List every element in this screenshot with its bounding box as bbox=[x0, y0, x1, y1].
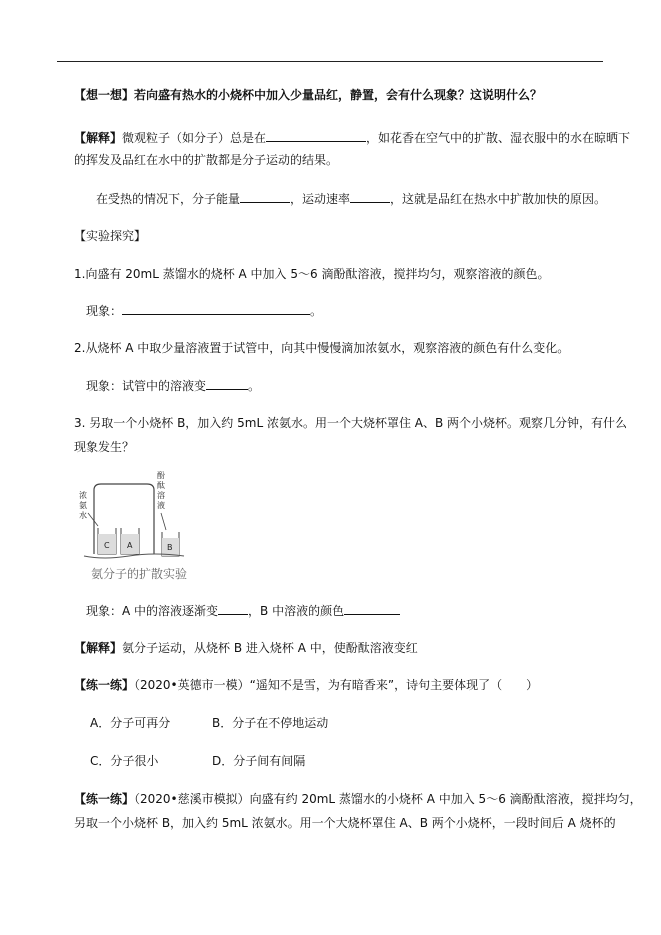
blank-a-color[interactable] bbox=[218, 602, 248, 615]
step1-phenomenon-prefix: 现象： bbox=[86, 304, 123, 318]
blank-motion[interactable] bbox=[266, 129, 366, 142]
header-rule bbox=[57, 61, 603, 62]
explain1-part2: ，如花香在空气中的扩散、湿衣服中的水在晾晒下 bbox=[366, 131, 631, 145]
heated-part2: ，运动速率 bbox=[290, 192, 351, 206]
leader-line-left bbox=[88, 513, 98, 526]
option-a[interactable]: A．分子可再分 bbox=[90, 716, 171, 730]
step2-phenomenon-prefix: 现象：试管中的溶液变 bbox=[86, 379, 207, 393]
option-c[interactable]: C．分子很小 bbox=[90, 754, 159, 768]
explain2-tag: 【解释】 bbox=[74, 641, 123, 655]
explain1-line2: 的挥发及品红在水中的扩散都是分子运动的结果。 bbox=[74, 153, 339, 167]
practice1-question bbox=[74, 677, 538, 693]
step3-result bbox=[86, 602, 400, 619]
heated-part1: 在受热的情况下，分子能量 bbox=[96, 192, 241, 206]
practice2-line2: 另取一个小烧杯 B，加入约 5mL 浓氨水。用一个大烧杯罩住 A、B 两个小烧杯，一段时间后 A 烧杯的 bbox=[74, 816, 616, 830]
step1-text: 1.向盛有 20mL 蒸馏水的烧杯 A 中加入 5～6 滴酚酞溶液，搅拌均匀，观察溶液的颜色。 bbox=[74, 267, 550, 281]
step3-line1: 3. 另取一个小烧杯 B，加入约 5mL 浓氨水。用一个大烧杯罩住 A、B 两个小烧杯。观察几分钟，有什么 bbox=[74, 416, 628, 430]
experiment-title: 【实验探究】 bbox=[74, 229, 147, 243]
blank-step2[interactable] bbox=[206, 377, 248, 390]
blank-speed[interactable] bbox=[350, 190, 390, 203]
figure-label-right-1: 酚 bbox=[157, 471, 165, 480]
step3-line2: 现象发生？ bbox=[74, 440, 135, 454]
explain2 bbox=[74, 640, 418, 656]
figure-label-left-1: 浓 bbox=[79, 491, 87, 500]
step3-result-part2: ，B 中溶液的颜色 bbox=[248, 604, 345, 618]
practice2-line1 bbox=[74, 791, 642, 807]
step1-phenomenon-suffix: 。 bbox=[310, 304, 323, 318]
practice2-text-1: （2020•慈溪市模拟）向盛有约 20mL 蒸馏水的小烧杯 A 中加入 5～6 滴酚酞溶液，搅拌均匀， bbox=[134, 792, 642, 806]
step2-phenomenon-suffix: 。 bbox=[248, 379, 261, 393]
think-question bbox=[74, 87, 542, 103]
blank-b-color[interactable] bbox=[344, 602, 400, 615]
figure-caption: 氨分子的扩散实验 bbox=[91, 567, 188, 581]
explain1-tag: 【解释】 bbox=[74, 131, 123, 145]
think-tag: 【想一想】 bbox=[74, 88, 135, 102]
figure-label-left-2: 氨 bbox=[79, 501, 87, 510]
heated-part3: ，这就是品红在热水中扩散加快的原因。 bbox=[390, 192, 607, 206]
figure-label-right-2: 酞 bbox=[157, 481, 165, 490]
practice1-tag: 【练一练】 bbox=[74, 678, 135, 692]
blank-step1[interactable] bbox=[122, 302, 310, 315]
leader-line-right bbox=[161, 513, 166, 530]
option-d[interactable]: D．分子间有间隔 bbox=[212, 754, 306, 768]
beaker-c-label: C bbox=[104, 541, 110, 550]
explain1-part1: 微观粒子（如分子）总是在 bbox=[122, 131, 267, 145]
figure-label-right-3: 溶 bbox=[157, 491, 165, 500]
explain1-line1 bbox=[74, 129, 630, 146]
figure-label-left-3: 水 bbox=[79, 511, 87, 520]
practice1-text: （2020•英德市一模）“遥知不是雪，为有暗香来”，诗句主要体现了（ ） bbox=[134, 678, 539, 692]
think-text: 若向盛有热水的小烧杯中加入少量品红，静置，会有什么现象？这说明什么？ bbox=[134, 88, 543, 102]
step1-phenomenon bbox=[86, 302, 322, 319]
step2-text: 2.从烧杯 A 中取少量溶液置于试管中，向其中慢慢滴加浓氨水，观察溶液的颜色有什么变化。 bbox=[74, 341, 570, 355]
figure-label-right-4: 液 bbox=[157, 501, 165, 510]
beaker-b-label: B bbox=[167, 543, 173, 552]
practice2-tag: 【练一练】 bbox=[74, 792, 135, 806]
beaker-a-label: A bbox=[127, 541, 133, 550]
blank-energy[interactable] bbox=[240, 190, 290, 203]
step3-result-part1: 现象：A 中的溶液逐渐变 bbox=[86, 604, 219, 618]
heated-sentence bbox=[96, 190, 606, 207]
explain2-text: 氨分子运动，从烧杯 B 进入烧杯 A 中，使酚酞溶液变红 bbox=[122, 641, 418, 655]
step2-phenomenon bbox=[86, 377, 260, 394]
option-b[interactable]: B．分子在不停地运动 bbox=[212, 716, 329, 730]
